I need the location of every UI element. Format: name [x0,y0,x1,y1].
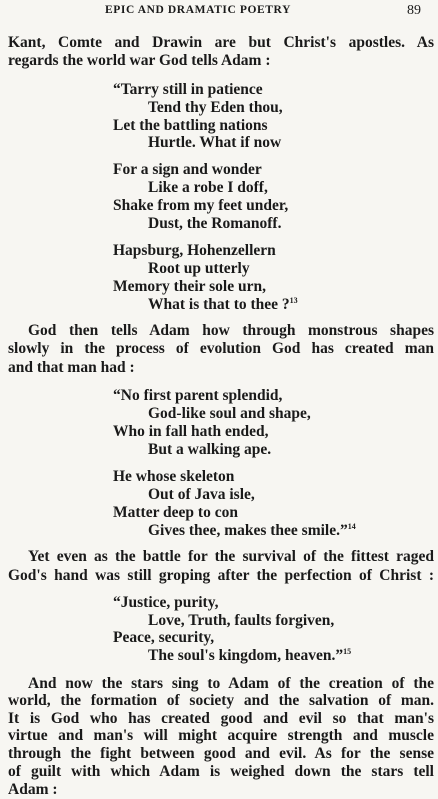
text-line: Gives thee, makes thee smile.”$^{14}$ [148,522,356,539]
text-line: regards the world war God tells Adam : [8,52,271,69]
text-line: of guilt with which Adam is weighed down the stars tell [8,763,434,780]
footnote-marker[interactable]: 13 [289,296,298,305]
text-line: For a sign and wonder [113,161,262,178]
text-line: What is that to thee ?$^{13}$ [148,296,298,313]
text-line: Love, Truth, faults forgiven, [148,612,335,629]
text-line: Kant, Comte and Drawin are but Christ's apostles. As [8,34,434,51]
text-line: “Tarry still in patience [113,81,263,98]
text-line: God's hand was still groping after the perfection of Christ : [8,567,434,584]
text-line: God-like soul and shape, [148,405,311,422]
running-title: EPIC AND DRAMATIC POETRY [105,4,291,16]
running-header [0,4,438,20]
text-line: Matter deep to con [113,504,238,521]
text-line: Adam : [8,781,58,798]
page-number: 89 [407,3,421,18]
text-line: Like a robe I doff, [148,179,268,196]
text-line: “Justice, purity, [113,594,219,611]
footnote-marker[interactable]: 14 [347,522,356,531]
text-line: Dust, the Romanoff. [148,215,282,232]
text-line: slowly in the process of evolution God has created man [8,340,434,357]
text-line: But a walking ape. [148,441,272,458]
text-line: Let the battling nations [113,117,268,134]
text-line: world, the formation of society and the salvation of man. [8,692,434,709]
text-line: Hapsburg, Hohenzellern [113,242,276,259]
footnote-marker[interactable]: 15 [343,647,352,656]
text-line: Hurtle. What if now [148,134,282,151]
text-line: “No first parent splendid, [113,387,283,404]
text-line: Tend thy Eden thou, [148,99,283,116]
text-line: Yet even as the battle for the survival of the fittest raged [28,548,434,565]
text-line: Peace, security, [113,629,215,646]
text-line: Who in fall hath ended, [113,423,269,440]
text-line: through the fight between good and evil. As for the sense [8,745,434,762]
text-line: and that man had : [8,359,135,376]
text-line: God then tells Adam how through monstrous shapes [28,322,434,339]
text-line: Shake from my feet under, [113,197,289,214]
text-line: Memory their sole urn, [113,278,266,295]
text-line: He whose skeleton [113,468,235,485]
text-line: virtue and man's will might acquire strength and muscle [8,727,434,744]
text-line: And now the stars sing to Adam of the creation of the [28,675,434,692]
text-line: Root up utterly [148,260,250,277]
text-line: It is God who has created good and evil so that man's [8,710,434,727]
text-line: The soul's kingdom, heaven.”$^{15}$ [148,647,352,664]
text-line: Out of Java isle, [148,486,255,503]
